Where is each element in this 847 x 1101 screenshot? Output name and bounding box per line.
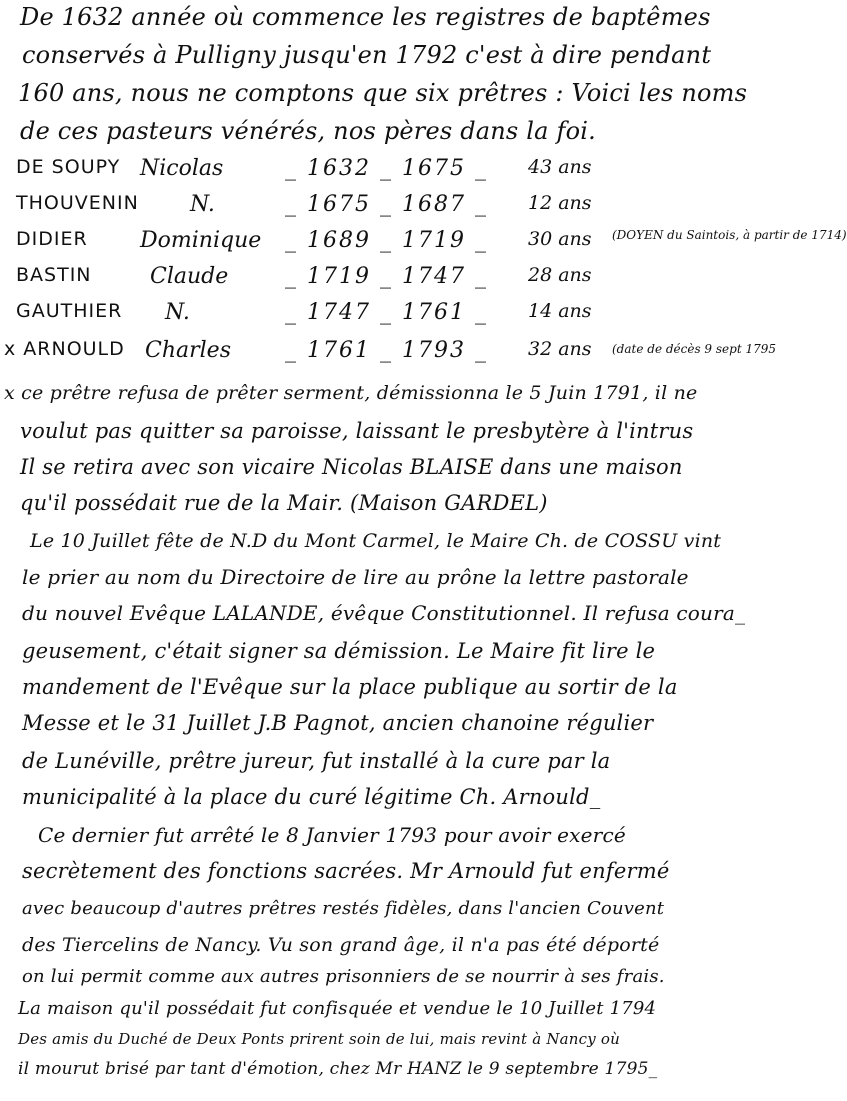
note-line: geusement, c'était signer sa démission. Le Maire fit lire le [22,639,656,663]
intro-line: De 1632 année où commence les registres de baptêmes [20,3,711,31]
note-line: Des amis du Duché de Deux Ponts prirent soin de lui, mais revint à Nancy où [18,1030,620,1048]
note-line: Ce dernier fut arrêté le 8 Janvier 1793 pour avoir exercé [38,823,626,847]
priest-row [0,228,847,260]
priest-firstname: N. [190,192,215,217]
note-line: voulut pas quitter sa paroisse, laissant le presbytère à l'intrus [20,419,694,443]
note-line: qu'il possédait rue de la Mair. (Maison GARDEL) [20,491,548,515]
priest-note: (date de décès 9 sept 1795 [612,342,776,356]
priest-note: (DOYEN du Saintois, à partir de 1714) [612,228,847,242]
priest-years: _ 1675 _ 1687 _ [285,192,488,217]
priest-duration: 43 ans [528,156,592,178]
priest-surname: x ARNOULD [4,338,125,360]
priest-years: _ 1747 _ 1761 _ [285,300,488,325]
intro-line: 160 ans, nous ne comptons que six prêtres : Voici les noms [18,79,748,107]
note-line: Messe et le 31 Juillet J.B Pagnot, ancien chanoine régulier [22,711,654,735]
priest-surname: GAUTHIER [16,300,123,322]
priest-surname: DIDIER [16,228,88,250]
priest-surname: DE SOUPY [16,156,121,178]
note-line: Le 10 Juillet fête de N.D du Mont Carmel, le Maire Ch. de COSSU vint [30,530,722,552]
note-line: secrètement des fonctions sacrées. Mr Arnould fut enfermé [22,859,670,883]
note-line: La maison qu'il possédait fut confisquée et vendue le 10 Juillet 1794 [18,998,657,1019]
priest-years: _ 1761 _ 1793 _ [285,338,488,363]
priest-row [0,264,800,296]
note-line: le prier au nom du Directoire de lire au prône la lettre pastorale [22,565,689,589]
priest-row [0,338,800,370]
note-line: avec beaucoup d'autres prêtres restés fidèles, dans l'ancien Couvent [22,898,665,919]
note-line: des Tiercelins de Nancy. Vu son grand âge, il n'a pas été déporté [22,934,660,956]
priest-row [0,156,800,188]
intro-line: de ces pasteurs vénérés, nos pères dans la foi. [20,117,596,145]
priest-years: _ 1689 _ 1719 _ [285,228,488,253]
priest-row [0,300,800,332]
note-line: on lui permit comme aux autres prisonniers de se nourrir à ses frais. [22,966,665,987]
priest-firstname: Nicolas [140,156,224,181]
priest-years: _ 1632 _ 1675 _ [285,156,488,181]
priest-surname: BASTIN [16,264,92,286]
priest-duration: 28 ans [528,264,592,286]
priest-duration: 14 ans [528,300,592,322]
priest-firstname: N. [165,300,190,325]
note-line: du nouvel Evêque LALANDE, évêque Constitutionnel. Il refusa coura_ [22,601,746,625]
intro-line: conservés à Pulligny jusqu'en 1792 c'est à dire pendant [22,41,712,69]
priest-firstname: Claude [150,264,229,289]
priest-duration: 30 ans [528,228,592,250]
priest-firstname: Dominique [140,228,262,253]
priest-duration: 32 ans [528,338,592,360]
note-line: il mourut brisé par tant d'émotion, chez Mr HANZ le 9 septembre 1795_ [18,1059,658,1079]
note-line: x ce prêtre refusa de prêter serment, démissionna le 5 Juin 1791, il ne [4,382,698,404]
priest-years: _ 1719 _ 1747 _ [285,264,488,289]
note-line: municipalité à la place du curé légitime Ch. Arnould_ [22,785,601,809]
priest-duration: 12 ans [528,192,592,214]
priest-firstname: Charles [145,338,231,363]
note-line: mandement de l'Evêque sur la place publique au sortir de la [22,675,678,699]
note-line: Il se retira avec son vicaire Nicolas BLAISE dans une maison [20,455,683,479]
priest-row [0,192,800,224]
note-line: de Lunéville, prêtre jureur, fut installé à la cure par la [22,749,611,773]
priest-surname: THOUVENIN [16,192,139,214]
